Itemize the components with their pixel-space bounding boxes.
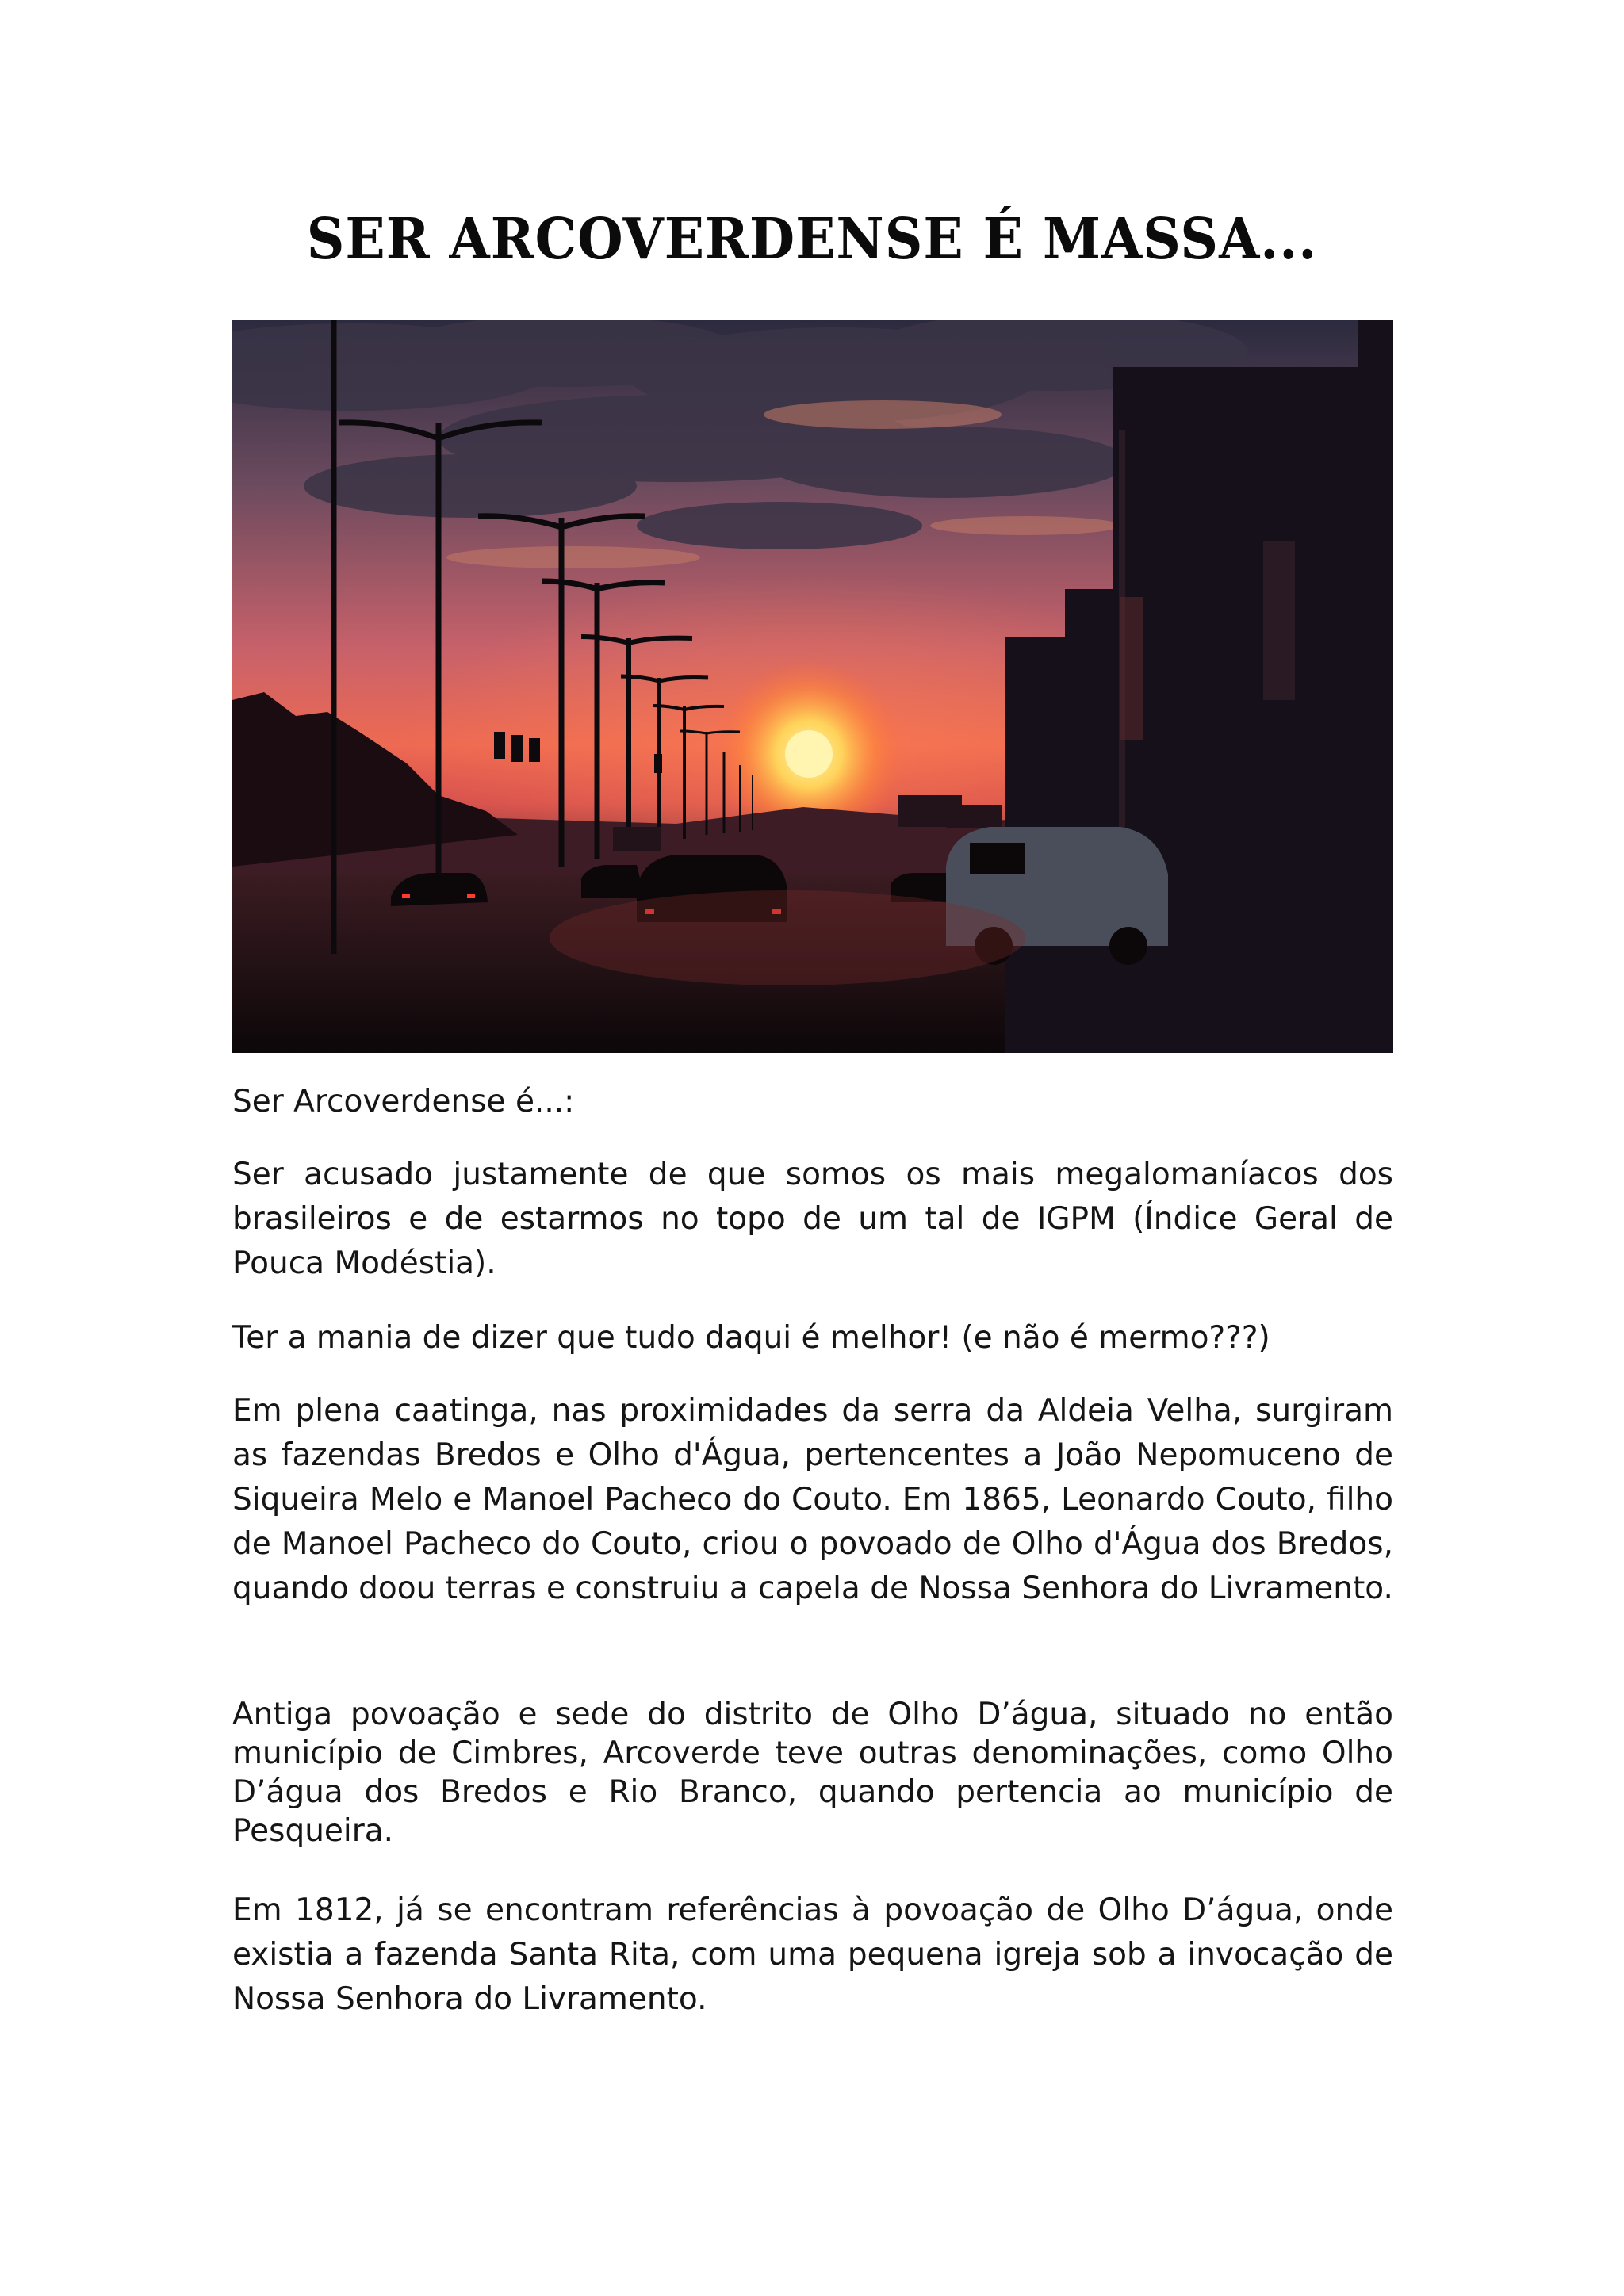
paragraph-history-caatinga: Em plena caatinga, nas proximidades da serra da Aldeia Velha, surgiram as fazendas Bredos e Olho d'Água, pertencentes a João Nepomuceno de Siqueira Melo e Manoel Pacheco do Couto. Em 1865, Leonardo Couto, filho de Manoel Pacheco do Couto, criou o povoado de Olho d'Água dos Bredos, quando doou terras e construiu a capela de Nossa Senhora do Livramento. xyxy=(232,1393,1393,1606)
paragraph-history-povoacao: Antiga povoação e sede do distrito de Olho D’água, situado no então município de Cimbres, Arcoverde teve outras denominações, como Olho D’água dos Bredos e Rio Branco, quando pertencia ao município de Pesqueira. xyxy=(232,1697,1393,1849)
paragraph-intro: Ser Arcoverdense é...: xyxy=(232,1084,575,1119)
page-title: SER ARCOVERDENSE É MASSA... xyxy=(306,205,1318,273)
sunset-street-illustration xyxy=(232,320,1393,1053)
paragraph-mania: Ter a mania de dizer que tudo daqui é melhor! (e não é mermo???) xyxy=(232,1320,1270,1356)
paragraph-megalomania: Ser acusado justamente de que somos os mais megalomaníacos dos brasileiros e de estarmos no topo de um tal de IGPM (Índice Geral de Pouca Modéstia). xyxy=(232,1157,1393,1281)
paragraph-history-1812: Em 1812, já se encontram referências à povoação de Olho D’água, onde existia a fazenda Santa Rita, com uma pequena igreja sob a invocação de Nossa Senhora do Livramento. xyxy=(232,1892,1393,2017)
sunset-street-photo xyxy=(232,320,1393,1053)
